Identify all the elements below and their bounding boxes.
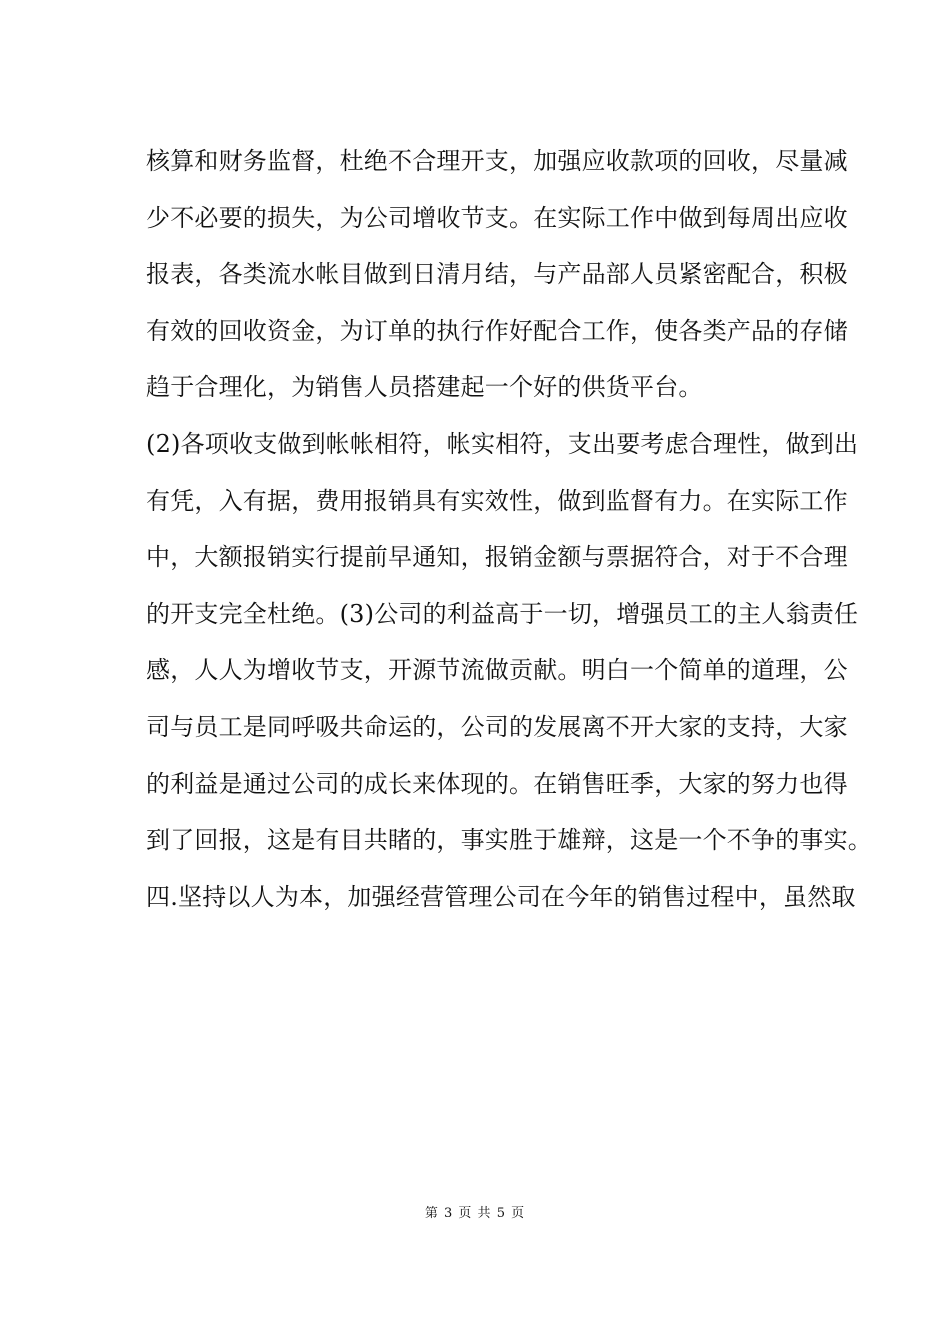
text-line: 的利益是通过公司的成长来体现的。在销售旺季，大家的努力也得: [146, 769, 848, 798]
text-line: 中，大额报销实行提前早通知，报销金额与票据符合，对于不合理: [146, 543, 848, 572]
text-line: 报表，各类流水帐目做到日清月结，与产品部人员紧密配合，积极: [146, 260, 848, 289]
text-line: 有效的回收资金，为订单的执行作好配合工作，使各类产品的存储: [146, 316, 848, 345]
text-line: 到了回报，这是有目共睹的，事实胜于雄辩，这是一个不争的事实。: [146, 826, 872, 855]
text-line: 感，人人为增收节支，开源节流做贡献。明白一个简单的道理，公: [146, 656, 848, 685]
text-line: 趋于合理化，为销售人员搭建起一个好的供货平台。: [146, 373, 703, 402]
text-line: 四.坚持以人为本，加强经营管理公司在今年的销售过程中，虽然取: [146, 882, 856, 911]
text-line: 司与员工是同呼吸共命运的，公司的发展离不开大家的支持，大家: [146, 712, 848, 741]
page-number-footer: 第 3 页 共 5 页: [424, 1206, 526, 1221]
text-line: 的开支完全杜绝。(3)公司的利益高于一切，增强员工的主人翁责任: [146, 599, 859, 628]
body-text: [146, 133, 872, 925]
text-line: 核算和财务监督，杜绝不合理开支，加强应收款项的回收，尽量减: [146, 147, 848, 175]
text-line: 有凭，入有据，费用报销具有实效性，做到监督有力。在实际工作: [146, 486, 848, 515]
text-line: (2)各项收支做到帐帐相符，帐实相符，支出要考虑合理性，做到出: [146, 429, 859, 458]
text-line: 少不必要的损失，为公司增收节支。在实际工作中做到每周出应收: [146, 203, 848, 232]
